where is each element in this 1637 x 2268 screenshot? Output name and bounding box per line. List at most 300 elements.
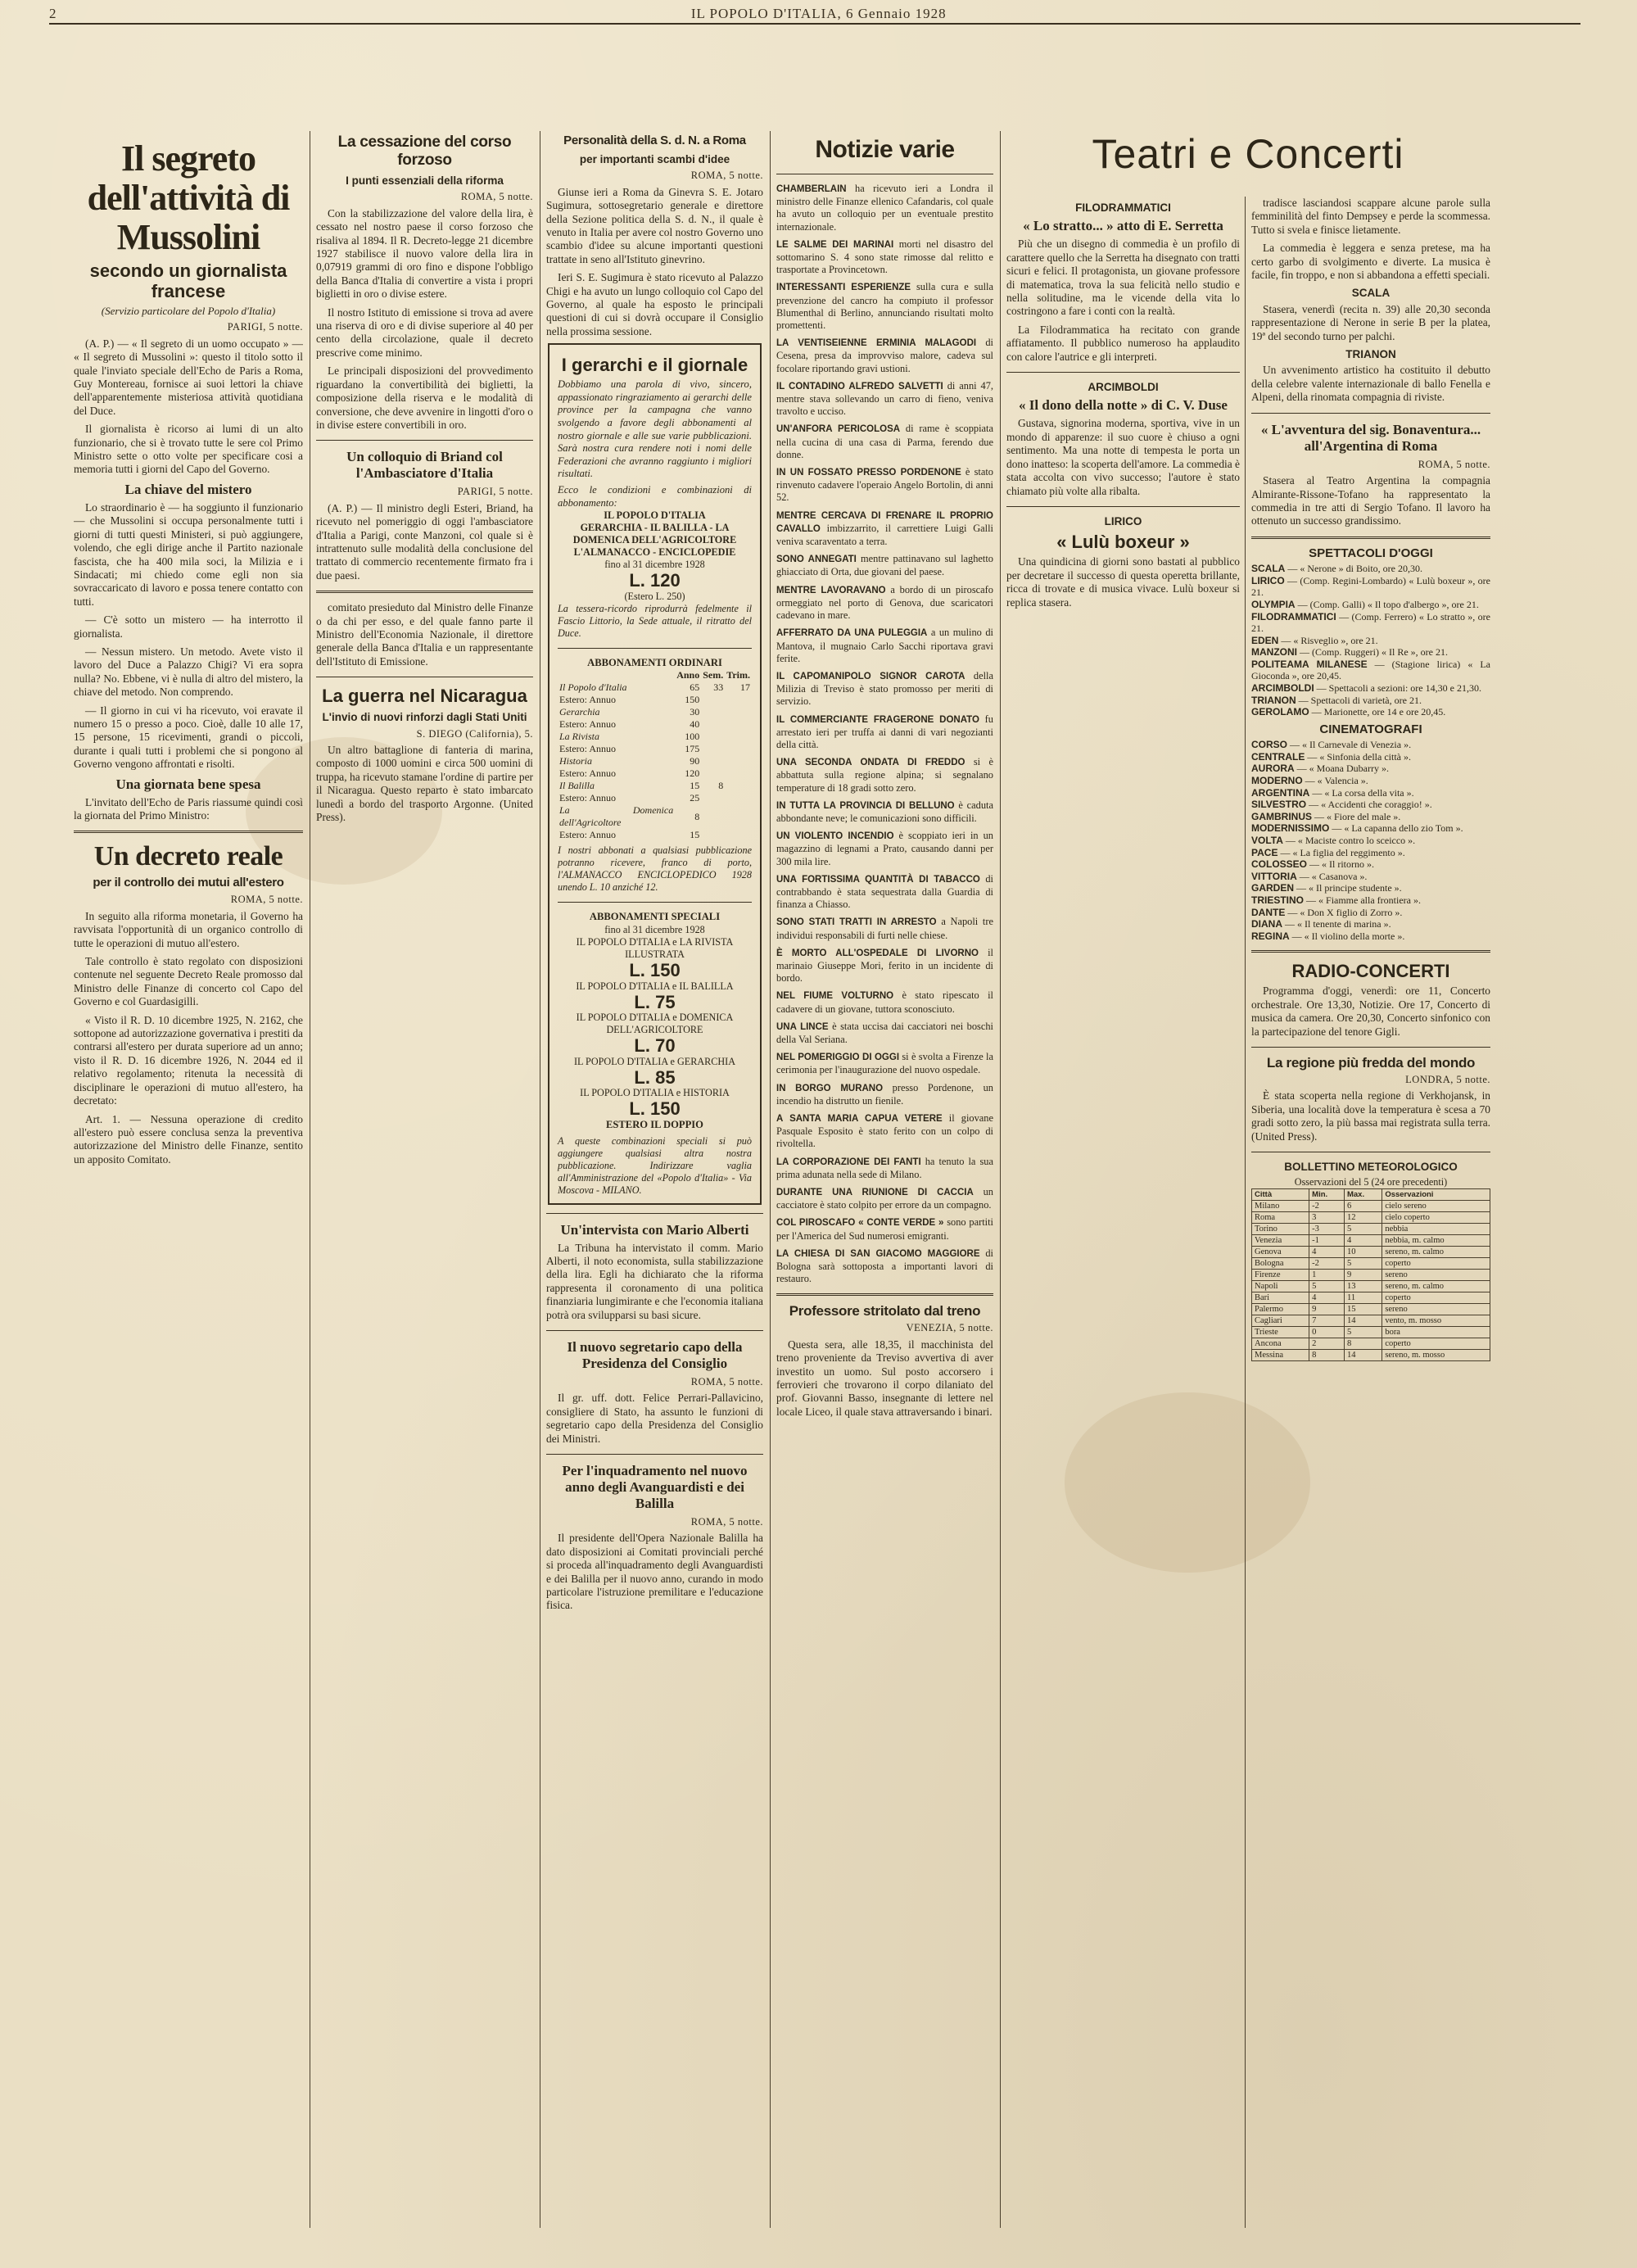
listing-venue: OLYMPIA xyxy=(1251,598,1296,610)
table-cell: Ancona xyxy=(1252,1338,1309,1350)
rule xyxy=(316,440,533,441)
table-cell: Il Popolo d'Italia xyxy=(559,681,627,694)
listing-venue: DANTE xyxy=(1251,906,1286,918)
table-cell xyxy=(701,755,725,767)
combo-title: L'ALMANACCO - ENCICLOPEDIE xyxy=(573,546,736,559)
table-cell: nebbia, m. calmo xyxy=(1382,1235,1490,1247)
table-cell: Cagliari xyxy=(1252,1315,1309,1327)
dateline: ROMA, 5 notte. xyxy=(460,191,533,203)
rule xyxy=(316,591,533,593)
speciale-price: L. 150 xyxy=(629,1098,681,1120)
paragraph: Un avvenimento artistico ha costituito il debutto della celebre valente internazionale di ballo Fenella e Alpeni, della rinomata compagnia di riviste. xyxy=(1251,364,1490,404)
table-cell: Il Balilla xyxy=(559,780,595,792)
paragraph: Con la stabilizzazione del valore della lira, è cessato nel nostro paese il corso forzoso che risaliva al 1894. Il R. Decreto-legge 21 dicembre 1927 stabilisce il nuovo valore della lira in 0,07919 grammi di oro fino e dispone l'obbligo della Banca d'Italia di convertire a vista i propri biglietti in oro o divise estere. xyxy=(316,206,533,301)
paragraph: Programma d'oggi, venerdì: ore 11, Concerto orchestrale. Ore 13,30, Notizie. Ore 17, Concerto di musica da camera. Ore 20,30, Concerto sinfonico con la partecipazione del tenore Gigli. xyxy=(1251,985,1490,1038)
table-cell xyxy=(701,804,725,829)
table-cell: Roma xyxy=(1252,1212,1309,1224)
listing-item: PACE — « La figlia del reggimento ». xyxy=(1251,846,1405,858)
footer-note: A queste combinazioni speciali si può aggiungere qualsiasi altra nostra pubblicazione. Indirizzare vaglia all'Amministrazione del «Popolo d'Italia» - Via Moscova - MILANO. xyxy=(558,1134,752,1196)
table-cell: Messina xyxy=(1252,1350,1309,1361)
rule xyxy=(558,648,752,649)
listing-item: MANZONI — (Comp. Ruggeri) « Il Re », ore 21. xyxy=(1251,646,1448,659)
table-row xyxy=(1252,1292,1490,1304)
listing-item: TRIESTINO — « Fiamme alla frontiera ». xyxy=(1251,894,1421,906)
paragraph: comitato presieduto dal Ministro delle Finanze o da chi per esso, e del quale fanno parte il Ministro dell'Economia Nazionale, il direttore generale della Banca d'Italia e un rappresentante dell'Istituto di Emissione. xyxy=(316,601,533,668)
article-kicker: (Servizio particolare del Popolo d'Italia) xyxy=(101,305,276,317)
news-lead: UN VIOLENTO INCENDIO xyxy=(776,831,894,842)
news-lead: CHAMBERLAIN xyxy=(776,184,847,194)
speciale-price: L. 70 xyxy=(634,1035,676,1057)
paragraph: Il nostro Istituto di emissione si trova ad avere una riserva di oro e di divise superiore al 40 per cento della circolazione, quale il decreto prescrive come minimo. xyxy=(316,306,533,359)
box-text: Ecco le condizioni e combinazioni di abbonamento: xyxy=(558,484,752,509)
column-4 xyxy=(776,131,993,2228)
paragraph: In seguito alla riforma monetaria, il Governo ha ravvisata l'opportunità di un organico controllo di tutte le operazioni di mutuo all'estero. xyxy=(74,909,303,949)
news-item xyxy=(776,466,993,505)
table-cell: Trieste xyxy=(1252,1327,1309,1338)
news-lead: LA CHIESA DI SAN GIACOMO MAGGIORE xyxy=(776,1248,980,1259)
paper-date: IL POPOLO D'ITALIA, 6 Gennaio 1928 xyxy=(690,6,947,21)
news-item xyxy=(776,916,993,941)
listing-item: VOLTA — « Maciste contro lo sceicco ». xyxy=(1251,835,1416,846)
section-title: La chiave del mistero xyxy=(124,481,252,497)
paragraph: La Filodrammatica ha recitato con grande affiatamento. Il pubblico numeroso ha applaudito con calore l'autrice e gli interpreti. xyxy=(1006,323,1240,363)
listing-item: REGINA — « Il violino della morte ». xyxy=(1251,930,1405,942)
column-5a xyxy=(1006,197,1240,2228)
listing-item: ARCIMBOLDI — Spettacoli a sezioni: ore 14,30 e 21,30. xyxy=(1251,682,1481,695)
rule xyxy=(546,1454,763,1455)
table-row xyxy=(1252,1281,1490,1292)
paragraph: Ieri S. E. Sugimura è stato ricevuto al Palazzo Chigi e ha avuto un lungo colloquio col Capo del Governo, al quale ha esposto le principali questioni di cui si dovrà occupare il Consiglio nella prossima sessione. xyxy=(546,271,763,337)
news-lead: NEL POMERIGGIO DI OGGI xyxy=(776,1053,900,1063)
section-title: SPETTACOLI D'OGGI xyxy=(1309,545,1433,560)
column-2 xyxy=(316,131,533,2228)
news-text: sulla cura e sulla prevenzione del cancro ha compiuto il professor Blumenthal di Berlino, annunciando risultati molto promettenti. xyxy=(776,281,993,332)
article-headline: Un colloquio di Briand col l'Ambasciatore d'Italia xyxy=(346,449,503,482)
subscription-box xyxy=(548,343,762,1204)
dateline: ROMA, 5 notte. xyxy=(1418,458,1490,470)
listing-item: MODERNO — « Valencia ». xyxy=(1251,775,1368,787)
listing-text: « Risveglio », ore 21. xyxy=(1293,634,1378,646)
news-lead: MENTRE LAVORAVANO xyxy=(776,585,886,595)
listing-item: LIRICO — (Comp. Regini-Lombardo) « Lulù boxeur », ore 21. xyxy=(1251,574,1490,599)
listing-venue: TRIESTINO xyxy=(1251,894,1305,906)
article-subheadline: I punti essenziali della riforma xyxy=(346,174,504,187)
table-cell: 14 xyxy=(1344,1315,1382,1327)
paragraph: Questa sera, alle 18,35, il macchinista del treno proveniente da Treviso avvertiva di aver investito un uomo. Sul posto accorsero i ferrovieri che trovarono il corpo dilaniato del prof. Giovanni Basso, insegnante di lettere nel locale Liceo, il quale stava attraversando i binari. xyxy=(776,1338,993,1418)
news-item xyxy=(776,1247,993,1286)
table-cell: 12 xyxy=(1344,1212,1382,1224)
news-item xyxy=(776,238,993,277)
paragraph: La commedia è leggera e senza pretese, ma ha certo garbo di svolgimento e diverte. La musica è facile, fin troppo, e non si abbandona a effetti speciali. xyxy=(1251,242,1490,282)
listing-venue: REGINA xyxy=(1251,930,1290,942)
news-item xyxy=(776,509,993,549)
table-cell: -2 xyxy=(1309,1201,1345,1212)
listing-venue: SILVESTRO xyxy=(1251,799,1307,811)
listing-venue: TRIANON xyxy=(1251,694,1296,706)
listing-venue: AURORA xyxy=(1251,763,1295,775)
table-cell: 8 xyxy=(694,810,700,822)
listing-venue: ARCIMBOLDI xyxy=(1251,682,1314,695)
news-lead: IL CAPOMANIPOLO SIGNOR CAROTA xyxy=(776,671,965,681)
table-cell: sereno, m. mosso xyxy=(1382,1350,1490,1361)
table-row xyxy=(1252,1224,1490,1235)
table-cell xyxy=(701,731,725,743)
table-cell: 30 xyxy=(690,706,700,718)
section-title: SCALA xyxy=(1351,287,1391,300)
table-cell xyxy=(701,743,725,755)
listing-venue: POLITEAMA MILANESE xyxy=(1251,658,1368,670)
table-row xyxy=(558,792,752,804)
table-cell: 25 xyxy=(690,792,700,804)
news-text: è stata uccisa dai cacciatori nei boschi della Val Seriana. xyxy=(776,1020,993,1045)
table-cell: nebbia xyxy=(1382,1224,1490,1235)
main-headline: Il segreto dell'attività di Mussolini xyxy=(87,138,290,257)
table-cell: Estero: Annuo xyxy=(559,829,616,841)
dateline: PARIGI, 5 notte. xyxy=(457,486,533,498)
listing-text: « La figlia del reggimento ». xyxy=(1292,846,1405,858)
table-cell: 9 xyxy=(1344,1270,1382,1281)
table-cell: 9 xyxy=(1309,1304,1345,1315)
table-cell: La Domenica dell'Agricoltore xyxy=(559,804,674,829)
table-cell xyxy=(725,767,752,780)
news-lead: LA CORPORAZIONE DEI FANTI xyxy=(776,1157,921,1167)
table-cell xyxy=(725,780,752,792)
decree-headline: Un decreto reale xyxy=(93,841,283,872)
table-cell: 15 xyxy=(690,780,700,792)
abbonamenti-title: ABBONAMENTI ORDINARI xyxy=(587,656,722,668)
news-lead: DURANTE UNA RIUNIONE DI CACCIA xyxy=(776,1188,974,1198)
listing-text: (Comp. Regini-Lombardo) « Lulù boxeur », ore 21. xyxy=(1251,574,1490,599)
paragraph: Giunse ieri a Roma da Ginevra S. E. Jotaro Sugimura, sottosegretario generale e direttore della Sezione politica della S. d. N., il quale è venuto in Italia per avere col nostro Governo uno scambio d'idee su alcune importanti questioni trattate in seno all'Istituto ginevrino. xyxy=(546,185,763,265)
table-cell: Palermo xyxy=(1252,1304,1309,1315)
paragraph: Lo straordinario è — ha soggiunto il funzionario — che Mussolini si occupa personalmente tutti i giorni di tutti questi Ministeri, si può aggiungere, volendo, che egli dirige anche il Partito nazionale fascista, che ha 400 mila soci, la Milizia e i Sindacati; mi chiedo come egli non sia sovraccaricato di lavoro e possa tenere contatto con tutti. xyxy=(74,500,303,608)
table-cell xyxy=(701,694,725,706)
news-lead: UN'ANFORA PERICOLOSA xyxy=(776,424,901,435)
paragraph: Il gr. uff. dott. Felice Perrari-Pallavicino, consigliere di Stato, ha assunto le funzioni di segretario capo della Presidenza del Consiglio dei Ministri. xyxy=(546,1392,763,1445)
section-title: Una giornata bene spesa xyxy=(115,776,261,792)
table-row xyxy=(1252,1235,1490,1247)
news-text: il marinaio Giuseppe Mori, ferito in un incidente di bordo. xyxy=(776,946,993,985)
dateline: LONDRA, 5 notte. xyxy=(1405,1073,1490,1085)
listing-text: Marionette, ore 14 e ore 20,45. xyxy=(1323,706,1446,718)
paragraph: Tale controllo è stato regolato con disposizioni contenute nel seguente Decreto Reale promosso dal Ministro delle Finanze di concerto col Capo del Governo e col Guardasigilli. xyxy=(74,955,303,1008)
rule xyxy=(776,1293,993,1296)
table-header-cell: Osservazioni xyxy=(1382,1189,1490,1201)
table-cell xyxy=(725,743,752,755)
news-lead: IN BORGO MURANO xyxy=(776,1083,884,1093)
paragraph: È stata scoperta nella regione di Verkhojansk, in Siberia, una località dove la temperatura è scesa a 70 gradi sotto zero, la più bassa mai registrata sulla terra. (United Press). xyxy=(1251,1089,1490,1143)
news-lead: È MORTO ALL'OSPEDALE DI LIVORNO xyxy=(776,948,979,958)
spettacoli-list xyxy=(1251,563,1490,718)
table-cell: Napoli xyxy=(1252,1281,1309,1292)
rule xyxy=(546,1213,763,1214)
section-headline: RADIO-CONCERTI xyxy=(1291,961,1450,982)
news-text: imbizzarrito, il carrettiere Luigi Galli veniva scaraventato a terra. xyxy=(776,522,993,548)
table-row xyxy=(1252,1338,1490,1350)
paragraph: Il giornalista è ricorso ai lumi di un alto funzionario, che si è trovato tutte le sere col Primo Ministro sette o otto volte per specificare cosi a memoria tutti i giorni del Capo del Governo. xyxy=(74,423,303,476)
news-text: di anni 47, mentre stava sollevando un carro di fieno, veniva travolto e ucciso. xyxy=(776,379,993,418)
news-item xyxy=(776,1156,993,1181)
table-row xyxy=(558,829,752,841)
table-cell: Genova xyxy=(1252,1247,1309,1258)
listing-text: Spettacoli a sezioni: ore 14,30 e 21,30. xyxy=(1328,682,1481,695)
table-row xyxy=(1252,1247,1490,1258)
article-subheadline: L'invio di nuovi rinforzi dagli Stati Uniti xyxy=(322,711,527,724)
table-cell: Gerarchia xyxy=(559,706,600,718)
news-text: di rame è scoppiata nella cucina di una casa di Parma, ferendo due donne. xyxy=(776,423,993,460)
table-cell xyxy=(725,829,752,841)
column-rule xyxy=(770,131,771,2228)
table-cell: Estero: Annuo xyxy=(559,694,616,706)
dateline: VENEZIA, 5 notte. xyxy=(906,1322,993,1334)
listing-item: CENTRALE — « Sinfonia della città ». xyxy=(1251,750,1411,763)
combo-note: La tessera-ricordo riprodurrà fedelmente il Fascio Littorio, la Sede attuale, il ritratto del Duce. xyxy=(558,602,752,639)
paragraph: — Nessun mistero. Un metodo. Avete visto il lavoro del Duce a Palazzo Chigi? Vi era sopra nulla? No. Ebbene, vi è nulla di altro del mistero, la chiave del metodo. Non comprendo. xyxy=(74,645,303,699)
paragraph: — C'è sotto un mistero — ha interrotto il giornalista. xyxy=(74,613,303,640)
table-header-cell xyxy=(558,669,675,681)
article-headline: Personalità della S. d. N. a Roma xyxy=(563,134,746,147)
listing-venue: GEROLAMO xyxy=(1251,706,1309,718)
table-cell: 17 xyxy=(740,681,750,694)
listing-venue: VITTORIA xyxy=(1251,870,1297,882)
news-item xyxy=(776,1051,993,1076)
news-text: della Milizia di Treviso è stato promosso per meriti di servizio. xyxy=(776,669,993,708)
combo-price: L. 120 xyxy=(629,570,681,591)
speciali-title: ABBONAMENTI SPECIALI xyxy=(589,911,721,923)
listing-text: « Fiore del male ». xyxy=(1327,810,1401,822)
speciale-item xyxy=(558,936,752,980)
news-item xyxy=(776,1186,993,1211)
news-lead: SONO STATI TRATTI IN ARRESTO xyxy=(776,917,937,928)
table-cell: 11 xyxy=(1344,1292,1382,1304)
news-text: fu arrestato ieri per truffa ai danni di vari negozianti della città. xyxy=(776,713,993,750)
listing-venue: FILODRAMMATICI xyxy=(1251,610,1336,622)
news-text: morti nel disastro del sottomarino S. 4 sono state rimosse dal relitto e trasportate a Provincetown. xyxy=(776,238,993,276)
speciale-label: IL POPOLO D'ITALIA e DOMENICA DELL'AGRICOLTORE xyxy=(576,1012,734,1036)
listing-text: « Nerone » di Boito, ore 20,30. xyxy=(1300,563,1422,575)
listing-venue: LIRICO xyxy=(1251,574,1285,586)
article-headline: Un'intervista con Mario Alberti xyxy=(560,1221,749,1238)
table-cell xyxy=(701,706,725,718)
table-cell: 15 xyxy=(690,829,700,841)
table-row xyxy=(1252,1201,1490,1212)
news-item xyxy=(776,584,993,622)
table-cell: 13 xyxy=(1344,1281,1382,1292)
table-cell: 8 xyxy=(1344,1338,1382,1350)
column-rule xyxy=(1000,131,1001,2228)
section-title: ARCIMBOLDI xyxy=(1088,381,1159,394)
table-row xyxy=(1252,1258,1490,1270)
table-cell: Estero: Annuo xyxy=(559,767,616,780)
table-row xyxy=(1252,1304,1490,1315)
listing-venue: GAMBRINUS xyxy=(1251,810,1312,822)
table-cell: 6 xyxy=(1344,1201,1382,1212)
news-lead: IL CONTADINO ALFREDO SALVETTI xyxy=(776,381,943,392)
listing-item: SCALA — « Nerone » di Boito, ore 20,30. xyxy=(1251,563,1422,575)
table-cell: Estero: Annuo xyxy=(559,743,616,755)
listing-item: DIANA — « Il tenente di marina ». xyxy=(1251,918,1391,930)
table-cell: 5 xyxy=(1344,1224,1382,1235)
paragraph: Più che un disegno di commedia è un profilo di carattere quello che la Serretta ha disegnato con tratti sicuri e felici. Il protagonista, un giovane professore di matematica, trova la sua felicità nello studio e nella solitudine, ma le vicende della vita lo costringono a fare i conti con la realtà. xyxy=(1006,238,1240,318)
table-cell: 5 xyxy=(1344,1327,1382,1338)
column-1 xyxy=(74,123,303,2220)
listing-item: GEROLAMO — Marionette, ore 14 e ore 20,45. xyxy=(1251,706,1446,718)
table-row xyxy=(1252,1270,1490,1281)
listing-text: Spettacoli di varietà, ore 21. xyxy=(1310,694,1422,706)
listing-text: « Il principe studente ». xyxy=(1309,882,1402,894)
listing-venue: GARDEN xyxy=(1251,882,1295,894)
news-text: si è abbattuta sulla regione alpina; si segnalano temperature di 18 gradi sotto zero. xyxy=(776,756,993,794)
table-cell: 4 xyxy=(1344,1235,1382,1247)
section-title: CINEMATOGRAFI xyxy=(1319,722,1422,736)
table-header-cell: Trim. xyxy=(726,669,750,681)
table-cell: Bari xyxy=(1252,1292,1309,1304)
table-row xyxy=(558,681,752,694)
news-item xyxy=(776,670,993,708)
abbonamenti-table xyxy=(558,669,752,841)
news-text: ha tenuto la sua prima adunata nella sede di Milano. xyxy=(776,1155,993,1180)
article-headline: « L'avventura del sig. Bonaventura... all'Argentina di Roma xyxy=(1260,421,1481,454)
table-cell: 90 xyxy=(690,755,700,767)
listing-item: DANTE — « Don X figlio di Zorro ». xyxy=(1251,906,1403,918)
section-title: FILODRAMMATICI xyxy=(1075,201,1171,214)
news-lead: MENTRE CERCAVA DI FRENARE IL PROPRIO CAVALLO xyxy=(776,510,993,534)
table-body xyxy=(1252,1201,1490,1361)
speciale-label: IL POPOLO D'ITALIA e GERARCHIA xyxy=(573,1055,736,1067)
rule xyxy=(1251,536,1490,539)
paragraph: Una quindicina di giorni sono bastati al pubblico per decretare il successo di questa operetta brillante, ricca di trovate e di musica vivace. Lulù boxeur si replica stasera. xyxy=(1006,555,1240,609)
news-lead: INTERESSANTI ESPERIENZE xyxy=(776,283,911,293)
news-lead: IL COMMERCIANTE FRAGERONE DONATO xyxy=(776,714,979,725)
dateline: S. DIEGO (California), 5. xyxy=(416,727,533,740)
news-item xyxy=(776,337,993,375)
page-number: 2 xyxy=(49,6,57,21)
listing-text: (Comp. Ruggeri) « Il Re », ore 21. xyxy=(1312,646,1448,659)
news-lead: IN TUTTA LA PROVINCIA DI BELLUNO xyxy=(776,800,955,811)
table-cell: sereno xyxy=(1382,1270,1490,1281)
table-cell: 0 xyxy=(1309,1327,1345,1338)
box-text: Dobbiamo una parola di vivo, sincero, appassionato ringraziamento ai gerarchi delle province per la campagna che vanno svolgendo a favore degli abbonamenti al nostro giornale e alle sue varie pubblicazioni. Sarà nostra cura rendere noti i nomi delle Federazioni che avranno raggiunto i migliori risultati. xyxy=(558,378,752,480)
speciale-item xyxy=(558,980,752,1012)
news-text: mentre pattinavano sul laghetto ghiacciato di Orta, due giovani del paese. xyxy=(776,553,993,578)
table-cell: coperto xyxy=(1382,1258,1490,1270)
news-lead: LE SALME DEI MARINAI xyxy=(776,239,894,250)
decree-subheadline: per il controllo dei mutui all'estero xyxy=(93,876,284,890)
paragraph: — Il giorno in cui vi ha ricevuto, voi eravate il numero 15 o presso a poco. Cioè, dalle 10 alle 17, 15 persone, 15 ricevimenti, grandi o piccoli, durante i quali tutti i problemi che si pongono al Governo vengono affrontati e risolti. xyxy=(74,704,303,771)
rule xyxy=(1251,413,1490,414)
speciale-item xyxy=(558,1087,752,1120)
table-cell: Historia xyxy=(559,755,593,767)
article-headline: La cessazione del corso forzoso xyxy=(337,134,512,169)
speciale-price: L. 75 xyxy=(634,991,676,1012)
table-cell xyxy=(725,755,752,767)
table-cell: sereno, m. calmo xyxy=(1382,1281,1490,1292)
table-header-cell: Min. xyxy=(1309,1189,1345,1201)
combo-title: fino al 31 dicembre 1928 xyxy=(604,559,705,571)
dateline: PARIGI, 5 notte. xyxy=(227,321,303,333)
news-item xyxy=(776,799,993,825)
listing-text: « Casanova ». xyxy=(1311,870,1368,882)
table-row xyxy=(558,718,752,731)
listing-venue: CORSO xyxy=(1251,739,1288,751)
combo-estero: (Estero L. 250) xyxy=(624,590,685,602)
table-row xyxy=(1252,1212,1490,1224)
news-text: a Napoli tre individui responsabili di furti nelle chiese. xyxy=(776,916,993,941)
listing-text: « Moana Dubarry ». xyxy=(1309,763,1389,775)
column-rule xyxy=(1245,197,1246,2228)
table-cell: La Rivista xyxy=(559,731,600,743)
paragraph: tradisce lasciandosi scappare alcune parole sulla femminilità del finto Dempsey e perde la scommessa. Tutto si svela e finisce lietamente. xyxy=(1251,197,1490,236)
news-text: si è svolta a Firenze la cerimonia per l'inaugurazione del nuovo ospedale. xyxy=(776,1051,993,1076)
paragraph: Stasera al Teatro Argentina la compagnia Almirante-Rissone-Tofano ha rappresentato la commedia in tre atti di Sergio Tofano. Il lavoro ha ottenuto un successo grandissimo. xyxy=(1251,474,1490,527)
table-row xyxy=(1252,1350,1490,1361)
rule xyxy=(1006,506,1240,507)
article-headline: Professore stritolato dal treno xyxy=(789,1303,981,1320)
news-lead: LA VENTISEIENNE ERMINIA MALAGODI xyxy=(776,338,977,349)
paragraph: Stasera, venerdì (recita n. 39) alle 20,30 seconda rappresentazione di Nerone in serie B per la platea, 19ª del secondo turno per palchi. xyxy=(1251,302,1490,342)
table-body xyxy=(558,681,752,841)
listing-venue: MODERNISSIMO xyxy=(1251,822,1330,835)
news-text: è stato rinvenuto cadavere l'operaio Angelo Bortolin, di anni 52. xyxy=(776,466,993,504)
news-text: di contrabbando è stata sequestrata dalla Guardia di finanza a Chiasso. xyxy=(776,872,993,911)
main-subheadline: secondo un giornalista francese xyxy=(89,260,287,301)
listing-item: GARDEN — « Il principe studente ». xyxy=(1251,882,1402,894)
news-text: è caduta abbondante neve; le comunicazioni sono difficili. xyxy=(776,799,993,824)
table-cell: 65 xyxy=(690,681,700,694)
news-text: presso Pordenone, un incendio ha distrutto un fienile. xyxy=(776,1081,993,1107)
listing-item: SILVESTRO — « Accidenti che coraggio! ». xyxy=(1251,799,1432,811)
table-cell xyxy=(701,792,725,804)
table-header-cell: Sem. xyxy=(703,669,724,681)
news-item xyxy=(776,1216,993,1242)
table-row xyxy=(558,694,752,706)
listing-venue: SCALA xyxy=(1251,563,1286,575)
listing-text: « La capanna dello zio Tom ». xyxy=(1344,822,1463,835)
rule xyxy=(558,902,752,903)
table-cell: coperto xyxy=(1382,1292,1490,1304)
listing-text: « Il ritorno ». xyxy=(1322,858,1375,871)
news-text: a un mulino di Mantova, il mugnaio Carlo Sacchi riportava gravi ferite. xyxy=(776,627,993,664)
listing-text: (Comp. Galli) « Il topo d'albergo », ore 21. xyxy=(1309,598,1479,610)
listing-text: « Don X figlio di Zorro ». xyxy=(1300,906,1403,918)
meteo-subtitle: Osservazioni del 5 (24 ore precedenti) xyxy=(1294,1176,1448,1188)
table-cell: -1 xyxy=(1309,1235,1345,1247)
table-cell: 1 xyxy=(1309,1270,1345,1281)
paragraph: Il presidente dell'Opera Nazionale Balilla ha dato disposizioni ai Comitati provinciali perché si proceda all'inquadramento degli Avanguardisti e dei Balilla per il nuovo anno, curando in modo particolare l'istruzione premilitare e l'educazione fisica. xyxy=(546,1532,763,1612)
review-title: « Il dono della notte » di C. V. Duse xyxy=(1019,397,1228,414)
news-lead: A SANTA MARIA CAPUA VETERE xyxy=(776,1114,943,1124)
table-cell: 15 xyxy=(1344,1304,1382,1315)
table-row xyxy=(1252,1315,1490,1327)
speciale-label: IL POPOLO D'ITALIA e IL BALILLA xyxy=(576,980,734,992)
table-row xyxy=(558,706,752,718)
table-row xyxy=(1252,1327,1490,1338)
table-cell xyxy=(701,718,725,731)
paragraph: (A. P.) — Il ministro degli Esteri, Briand, ha ricevuto nel pomeriggio di oggi l'ambasciatore d'Italia a Parigi, conte Manzoni, col quale si è intrattenuto sulle modalità della conclusione del trattato di commercio recentemente firmato fra i due paesi. xyxy=(316,501,533,582)
table-cell: Bologna xyxy=(1252,1258,1309,1270)
box-title: I gerarchi e il giornale xyxy=(561,355,748,376)
speciale-label: IL POPOLO D'ITALIA e HISTORIA xyxy=(580,1087,730,1099)
table-row xyxy=(558,767,752,780)
table-cell: cielo coperto xyxy=(1382,1212,1490,1224)
news-text: di Bologna sarà sottoposta a importanti lavori di restauro. xyxy=(776,1247,993,1285)
listing-text: « Il Carnevale di Venezia ». xyxy=(1302,739,1412,751)
section-title: TRIANON xyxy=(1345,348,1396,361)
paragraph: L'invitato dell'Echo de Paris riassume quindi così la giornata del Primo Ministro: xyxy=(74,795,303,822)
listing-item: CORSO — « Il Carnevale di Venezia ». xyxy=(1251,739,1412,751)
table-header-row xyxy=(558,669,752,681)
table-cell: vento, m. mosso xyxy=(1382,1315,1490,1327)
